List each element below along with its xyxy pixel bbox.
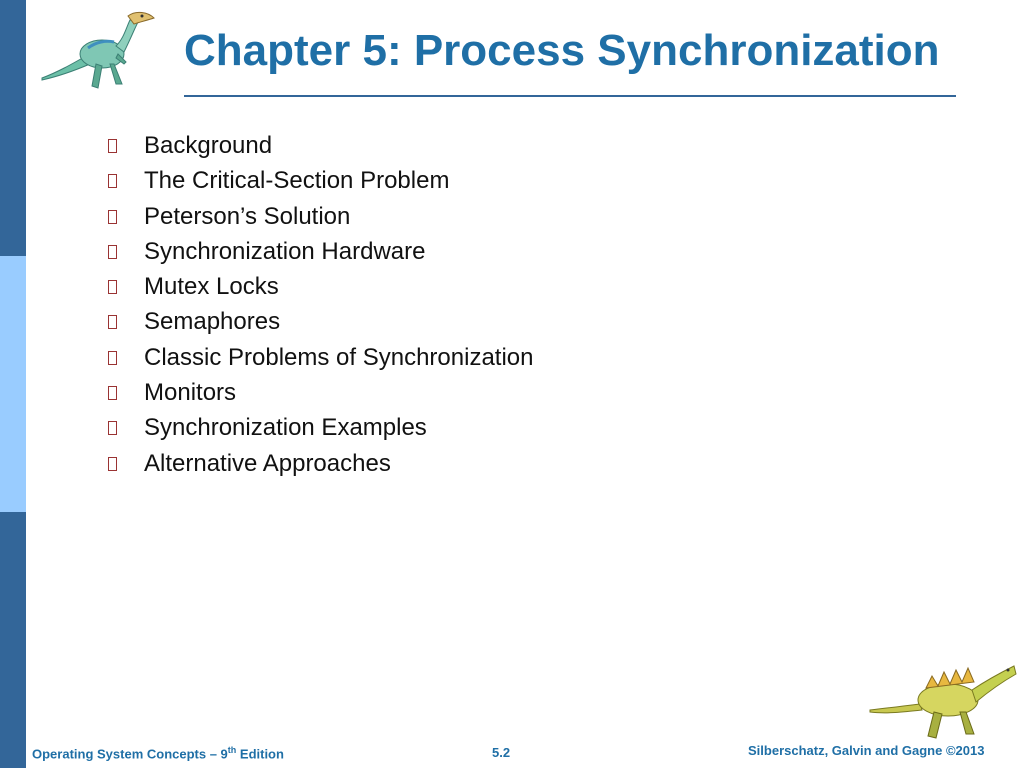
square-bullet-icon [108,210,117,224]
dinosaur-icon [38,8,160,96]
page-title: Chapter 5: Process Synchronization [184,26,940,75]
square-bullet-icon [108,139,117,153]
sidebar-band-top [0,0,26,256]
list-item-label: Background [144,132,273,159]
list-item [106,130,534,165]
list-item-label: Monitors [144,379,237,407]
list-item-label: Mutex Locks [144,273,279,301]
square-bullet-icon [108,351,117,365]
list-item-label: Alternative Approaches [144,449,391,477]
square-bullet-icon [108,280,117,294]
square-bullet-icon [108,174,117,188]
list-item [106,412,534,447]
list-item-label: Synchronization Examples [144,414,427,442]
list-item [106,342,534,377]
sidebar-band-middle [0,256,26,512]
topic-list [106,130,534,483]
list-item [106,165,534,200]
list-item-label: The Critical-Section Problem [144,167,450,195]
footer-book-sup: th [227,745,237,755]
square-bullet-icon [108,421,117,435]
list-item-label: Synchronization Hardware [144,237,426,265]
list-item [106,236,534,271]
footer-book-suffix: Edition [236,746,284,762]
title-divider [184,95,956,97]
list-item-label: Peterson’s Solution [144,202,351,230]
list-item [106,448,534,483]
square-bullet-icon [108,386,117,400]
list-item [106,306,534,341]
list-item-label: Classic Problems of Synchronization [144,343,534,371]
sidebar-band-bottom [0,512,26,768]
square-bullet-icon [108,245,117,259]
footer-book-title [32,745,284,761]
footer-book-prefix: Operating System Concepts – 9 [32,746,228,762]
list-item [106,377,534,412]
list-item [106,271,534,306]
dinosaur-icon [868,660,1018,740]
list-item-label: Semaphores [144,308,281,336]
square-bullet-icon [108,457,117,471]
list-item [106,201,534,236]
slide-number: 5.2 [492,745,511,760]
footer-copyright: Silberschatz, Galvin and Gagne ©2013 [748,743,985,758]
square-bullet-icon [108,315,117,329]
